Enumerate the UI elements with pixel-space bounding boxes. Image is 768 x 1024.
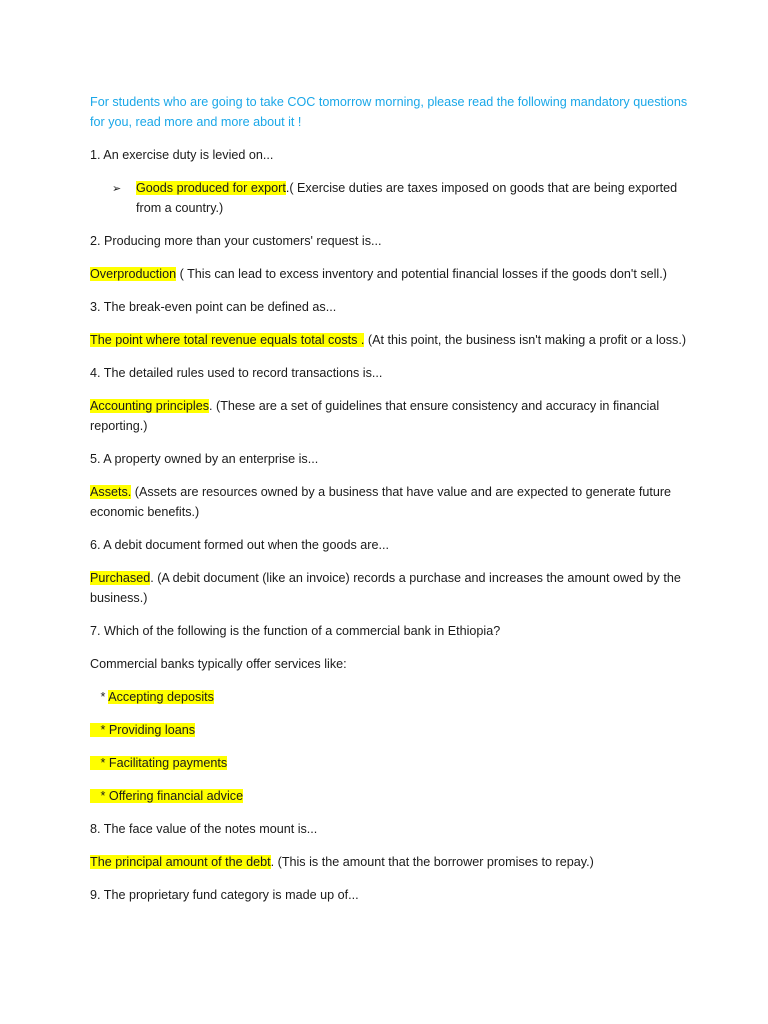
answer-2-note: ( This can lead to excess inventory and potential financial losses if the goods don't sell.) [176, 267, 667, 281]
answer-1-note: .( Exercise duties are taxes imposed on goods that are being exported from a country.) [136, 181, 678, 215]
answer-8 [90, 852, 690, 872]
answer-4 [90, 396, 690, 436]
services-intro: Commercial banks typically offer services like: [90, 657, 347, 671]
service-item-advice [90, 786, 690, 806]
answer-3 [90, 330, 690, 350]
answer-6 [90, 568, 690, 608]
answer-1-highlight: Goods produced for export [136, 181, 286, 195]
answer-4-note: . (These are a set of guidelines that ensure consistency and accuracy in financial reporting.) [90, 399, 660, 433]
answer-1 [90, 178, 690, 218]
answer-5-highlight: Assets. [90, 485, 132, 499]
answer-3-note: (At this point, the business isn't making a profit or a loss.) [364, 333, 687, 347]
service-item-loans [90, 720, 690, 740]
service-item-deposits [90, 687, 690, 707]
question-7: 7. Which of the following is the function of a commercial bank in Ethiopia? [90, 624, 501, 638]
question-5: 5. A property owned by an enterprise is... [90, 452, 319, 466]
answer-5 [90, 482, 690, 522]
answer-8-note: . (This is the amount that the borrower promises to repay.) [270, 855, 594, 869]
question-2: 2. Producing more than your customers' request is... [90, 234, 382, 248]
service-lead: * [90, 690, 109, 704]
intro-text: For students who are going to take COC tomorrow morning, please read the following mandatory questions for you, read more and more about it ! [90, 95, 688, 129]
answer-2-highlight: Overproduction [90, 267, 177, 281]
service-highlight: * Providing loans [90, 723, 196, 737]
answer-1-text [136, 178, 690, 218]
question-3: 3. The break-even point can be defined as... [90, 300, 337, 314]
question-1: 1. An exercise duty is levied on... [90, 148, 274, 162]
service-highlight: * Offering financial advice [90, 789, 244, 803]
answer-6-highlight: Purchased [90, 571, 151, 585]
answer-4-highlight: Accounting principles [90, 399, 210, 413]
answer-2 [90, 264, 690, 284]
question-8: 8. The face value of the notes mount is... [90, 822, 318, 836]
answer-5-note: (Assets are resources owned by a business that have value and are expected to generate future economic benefits.) [90, 485, 672, 519]
question-6: 6. A debit document formed out when the goods are... [90, 538, 389, 552]
service-highlight: Accepting deposits [108, 690, 214, 704]
answer-3-highlight: The point where total revenue equals total costs . [90, 333, 365, 347]
question-9: 9. The proprietary fund category is made up of... [90, 888, 359, 902]
arrow-bullet-icon: ➢ [112, 183, 122, 195]
service-item-payments [90, 753, 690, 773]
document-page [90, 92, 690, 918]
answer-6-note: . (A debit document (like an invoice) records a purchase and increases the amount owed by the business.) [90, 571, 681, 605]
answer-8-highlight: The principal amount of the debt [90, 855, 271, 869]
service-highlight: * Facilitating payments [90, 756, 228, 770]
question-4: 4. The detailed rules used to record transactions is... [90, 366, 383, 380]
